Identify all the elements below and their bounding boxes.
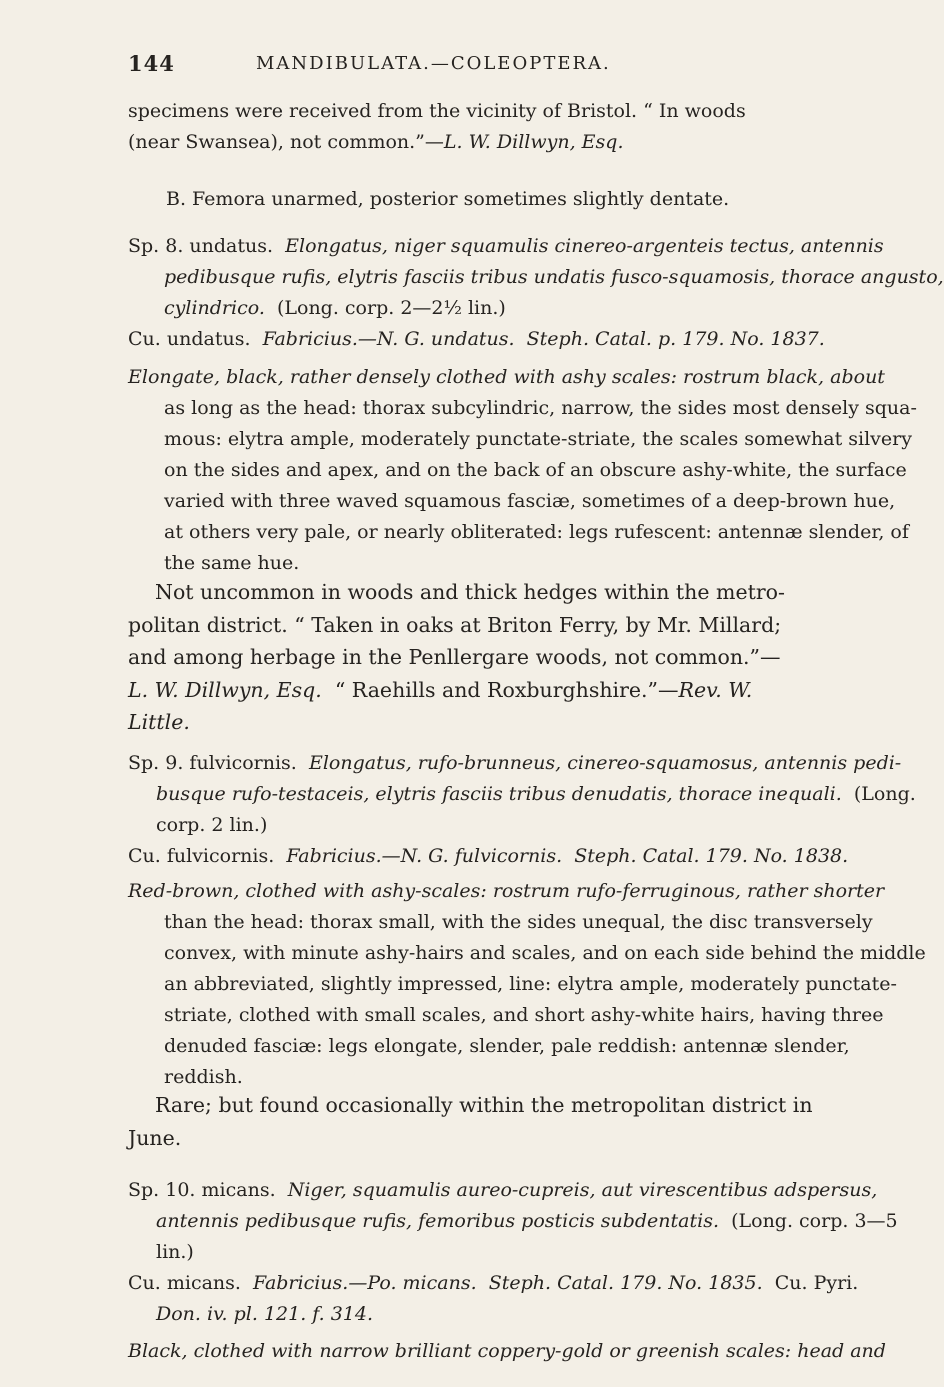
text-line: Red-brown, clothed with ashy-scales: rostrum rufo-ferruginous, rather shorter [128, 880, 885, 902]
text-line: Sp. 8. undatus. Elongatus, niger squamulis cinereo-argenteis tectus, antennis [128, 235, 884, 257]
species-9-habitat [128, 1089, 813, 1154]
text-line: Not uncommon in woods and thick hedges within the metro- [155, 580, 785, 604]
text-line: than the head: thorax small, with the sides unequal, the disc transversely [164, 911, 873, 933]
text-line: specimens were received from the vicinity of Bristol. “ In woods [128, 100, 746, 122]
text-line: varied with three waved squamous fasciæ, sometimes of a deep-brown hue, [164, 490, 896, 512]
text-line: Sp. 9. fulvicornis. Elongatus, rufo-brunneus, cinereo-squamosus, antennis pedi- [128, 752, 902, 774]
text-line: L. W. Dillwyn, Esq. “ Raehills and Roxburghshire.”—Rev. W. [128, 677, 753, 702]
text-line: as long as the head: thorax subcylindric, narrow, the sides most densely squa- [164, 397, 917, 419]
page-header [0, 51, 800, 81]
species-10-diagnosis [128, 1175, 898, 1330]
text-line: Little. [128, 710, 190, 734]
running-head: MANDIBULATA.—COLEOPTERA. [256, 53, 611, 74]
text-line: pedibusque rufis, elytris fasciis tribus undatis fusco-squamosis, thorace angusto, [164, 266, 944, 288]
species-10-description [128, 1336, 886, 1367]
synonymy-line: Cu. undatus. Fabricius.—N. G. undatus. Steph. Catal. p. 179. No. 1837. [128, 328, 825, 350]
species-9-diagnosis [128, 748, 916, 872]
text-line: reddish. [164, 1066, 243, 1088]
text-line: corp. 2 lin.) [156, 814, 268, 836]
synonymy-line: Cu. fulvicornis. Fabricius.—N. G. fulvicornis. Steph. Catal. 179. No. 1838. [128, 845, 849, 867]
text-line: June. [128, 1125, 182, 1150]
text-line: politan district. “ Taken in oaks at Briton Ferry, by Mr. Millard; [128, 612, 782, 637]
text-line: on the sides and apex, and on the back of an obscure ashy-white, the surface [164, 459, 907, 481]
text-line: Rare; but found occasionally within the metropolitan district in [155, 1093, 813, 1117]
species-9-description [128, 876, 926, 1093]
synonymy-line: Cu. micans. Fabricius.—Po. micans. Steph. Catal. 179. No. 1835. Cu. Pyri. [128, 1272, 859, 1294]
page-number: 144 [128, 51, 175, 76]
text-line: at others very pale, or nearly obliterated: legs rufescent: antennæ slender, of [164, 521, 909, 543]
text-line: an abbreviated, slightly impressed, line: elytra ample, moderately punctate- [164, 973, 897, 995]
text-line: mous: elytra ample, moderately punctate-striate, the scales somewhat silvery [164, 428, 912, 450]
text-line: Elongate, black, rather densely clothed with ashy scales: rostrum black, about [128, 366, 885, 388]
text-line: the same hue. [164, 552, 300, 574]
species-8-description [128, 362, 917, 579]
text-line: busque rufo-testaceis, elytris fasciis tribus denudatis, thorace inequali. (Long. [156, 783, 916, 805]
text-line: antennis pedibusque rufis, femoribus posticis subdentatis. (Long. corp. 3—5 [156, 1210, 898, 1232]
text-line: Sp. 10. micans. Niger, squamulis aureo-cupreis, aut virescentibus adspersus, [128, 1179, 878, 1201]
section-heading: B. Femora unarmed, posterior sometimes slightly dentate. [166, 188, 730, 210]
text-line: striate, clothed with small scales, and short ashy-white hairs, having three [164, 1004, 884, 1026]
text-line: and among herbage in the Penllergare woods, not common.”— [128, 645, 781, 669]
text-line: cylindrico. (Long. corp. 2—2½ lin.) [164, 297, 506, 319]
intro-paragraph [128, 96, 746, 158]
species-8-habitat [128, 576, 785, 739]
species-8-diagnosis [128, 231, 944, 355]
text-line: lin.) [156, 1241, 194, 1263]
text-line: Black, clothed with narrow brilliant coppery-gold or greenish scales: head and [128, 1340, 886, 1362]
text-line: (near Swansea), not common.”—L. W. Dillwyn, Esq. [128, 131, 624, 153]
species-label: Sp. 9. fulvicornis. [128, 752, 297, 774]
species-label: Sp. 10. micans. [128, 1179, 276, 1201]
text-line: convex, with minute ashy-hairs and scales, and on each side behind the middle [164, 942, 926, 964]
species-label: Sp. 8. undatus. [128, 235, 274, 257]
text-line: Don. iv. pl. 121. f. 314. [156, 1303, 374, 1325]
text-line: denuded fasciæ: legs elongate, slender, pale reddish: antennæ slender, [164, 1035, 850, 1057]
